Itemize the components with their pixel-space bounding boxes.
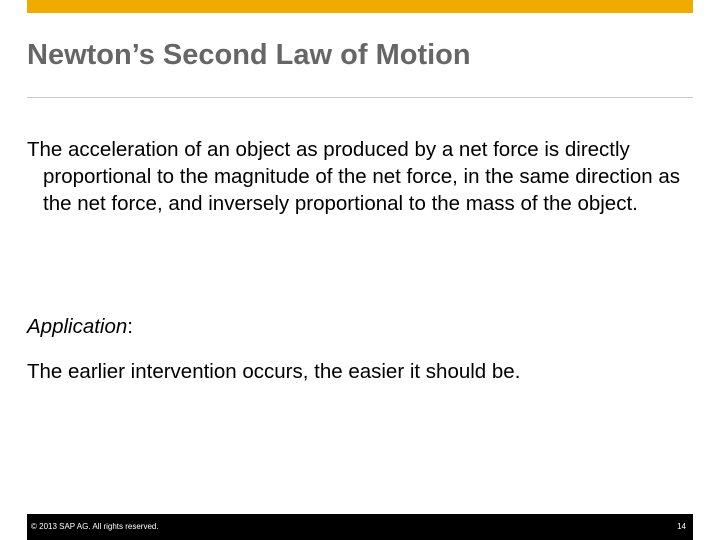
accent-bar: [27, 0, 693, 13]
application-text: The earlier intervention occurs, the easier it should be.: [27, 360, 521, 383]
page-number: 14: [677, 522, 686, 531]
footer-bar: [27, 514, 693, 540]
body-paragraph: The acceleration of an object as produced by a net force is directly proportional to the magnitude of the net force, in the same direction as the net force, and inversely proportional to the mass of the object.: [27, 138, 681, 215]
title-divider: [27, 97, 693, 98]
application-label: Application: [27, 315, 128, 338]
application-colon: :: [127, 315, 133, 338]
application-heading: [27, 313, 133, 340]
slide-title: Newton’s Second Law of Motion: [27, 39, 471, 71]
footer-copyright: © 2013 SAP AG. All rights reserved.: [31, 522, 159, 531]
